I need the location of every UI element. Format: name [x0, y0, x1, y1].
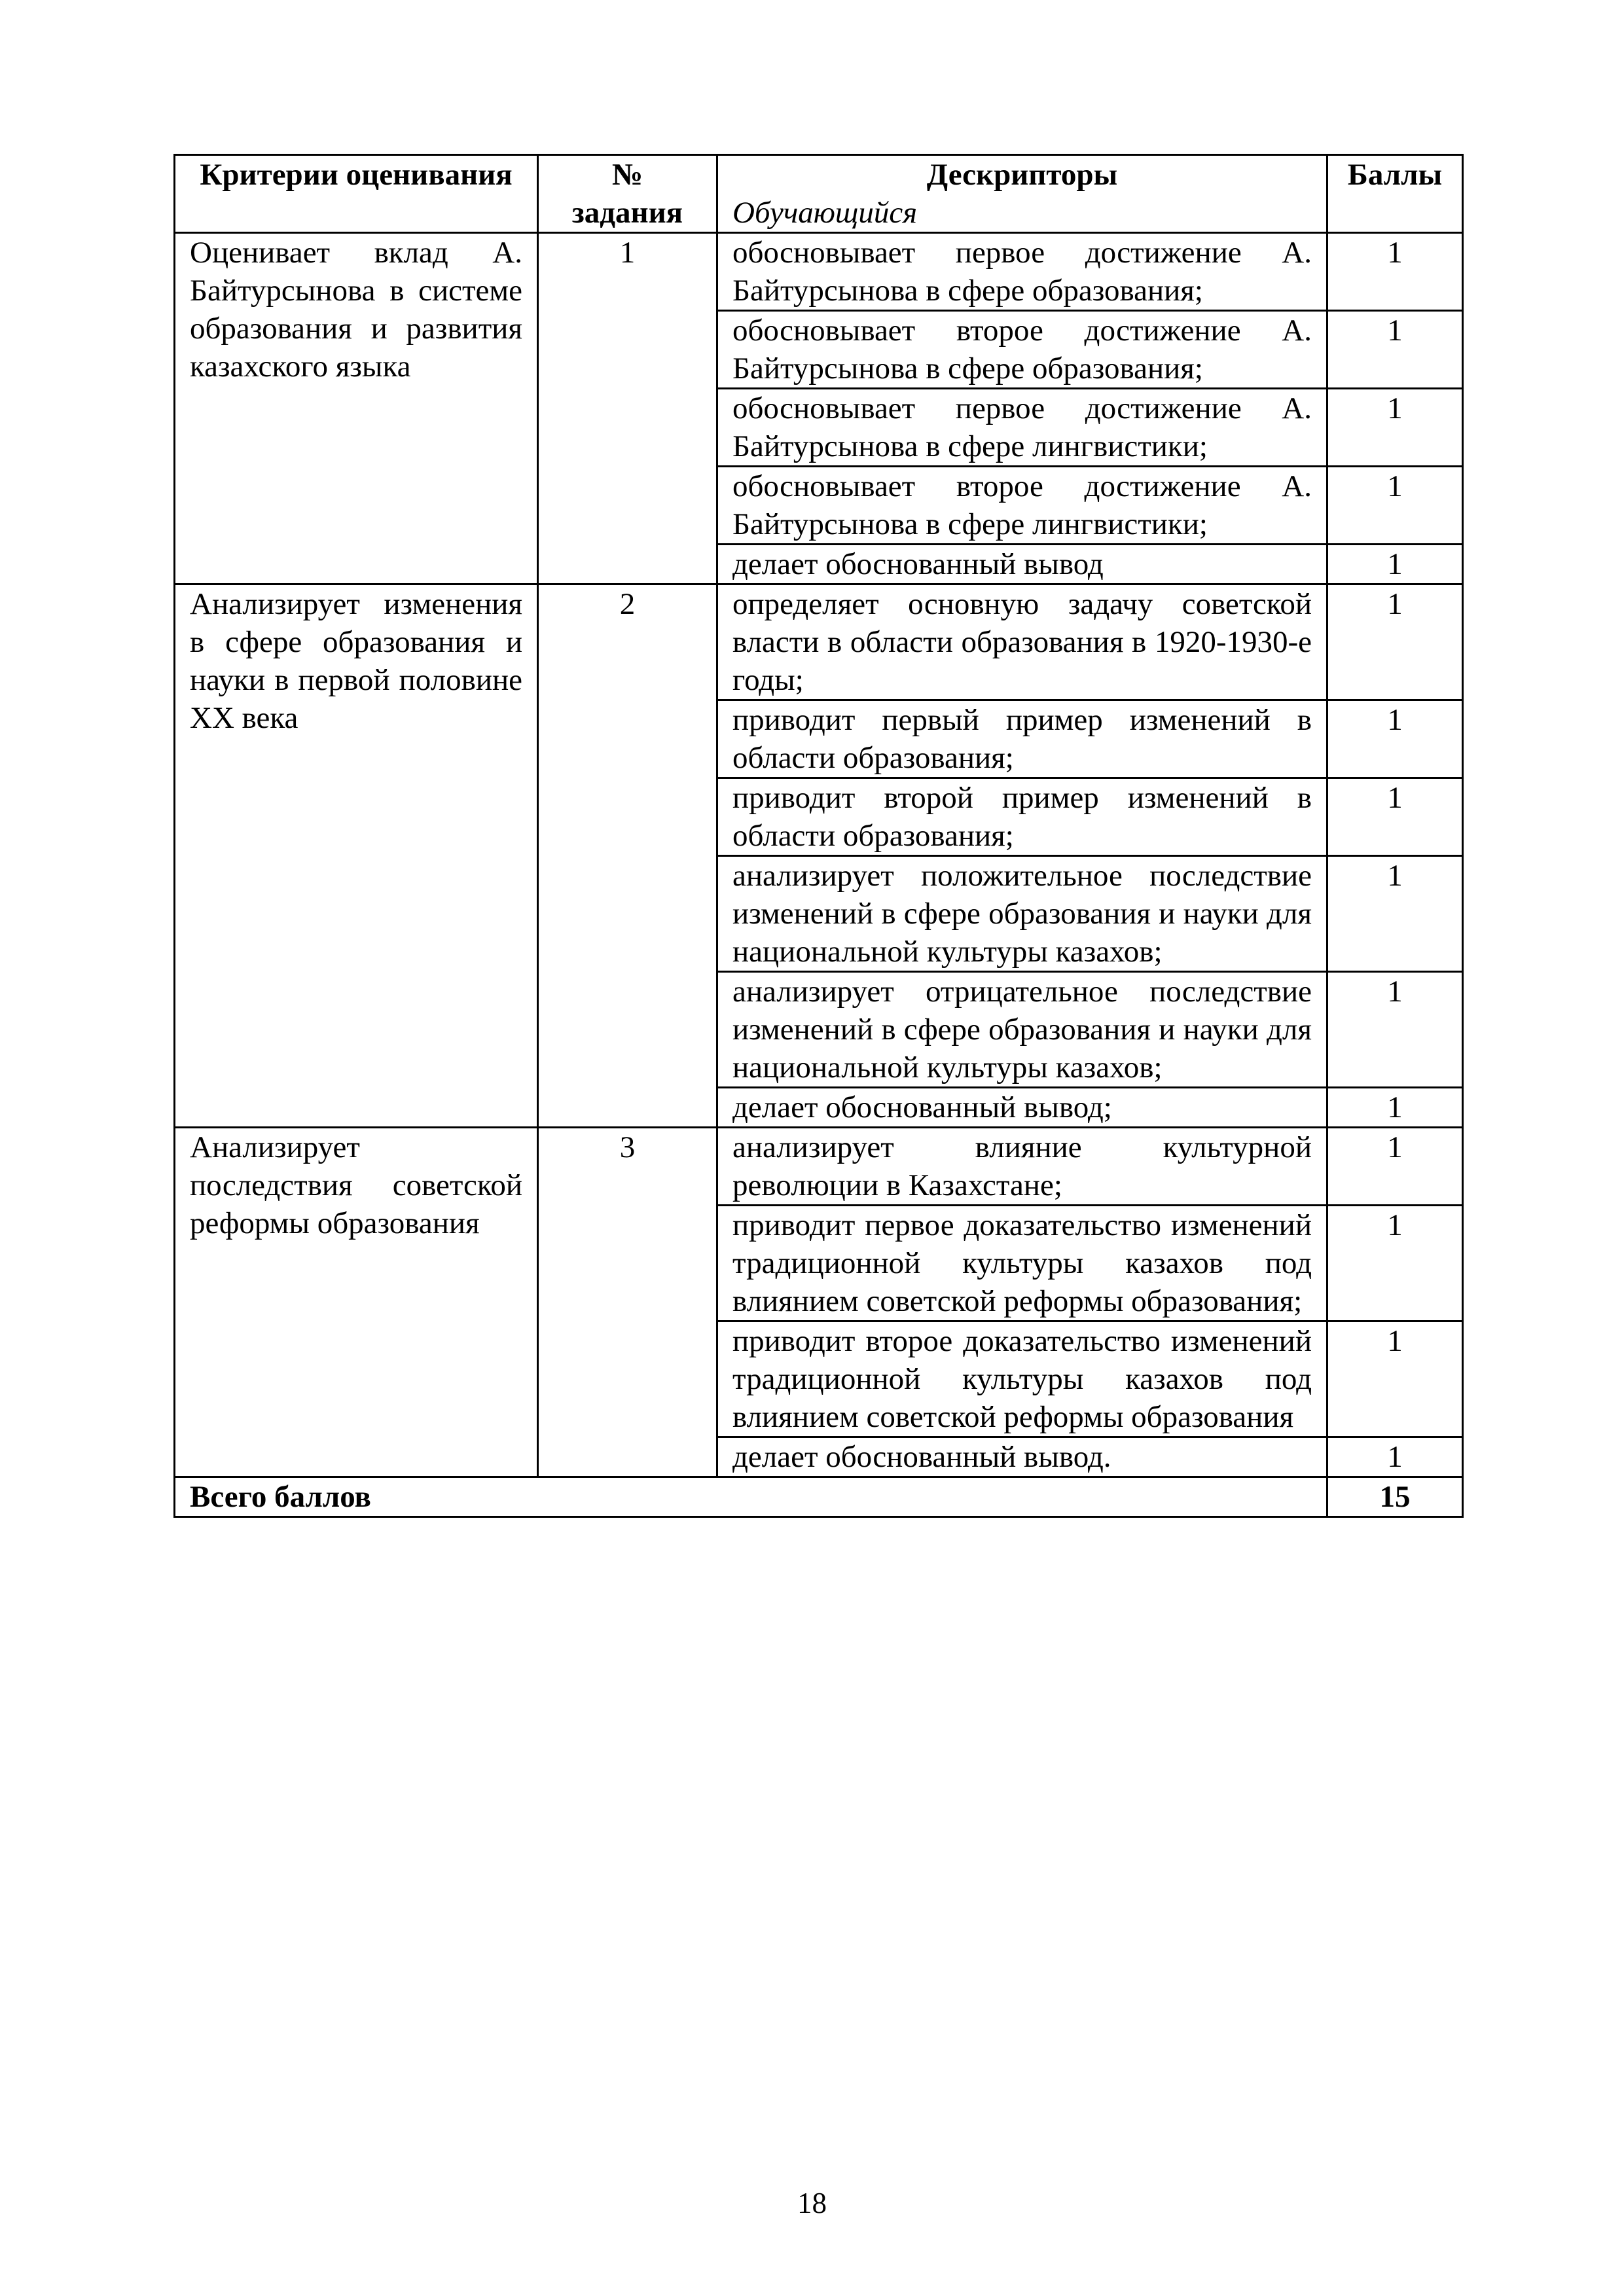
table-row: [175, 1128, 1463, 1206]
points-cell: 1: [1327, 389, 1463, 467]
descriptor-cell: делает обоснованный вывод;: [717, 1088, 1327, 1128]
criterion-cell: Анализирует изменения в сфере образования и науки в первой половине XX века: [175, 584, 538, 1128]
page-number: 18: [797, 2187, 827, 2219]
points-cell: 1: [1327, 1088, 1463, 1128]
descriptor-cell: анализирует отрицательное последствие изменений в сфере образования и науки для национальной культуры казахов;: [717, 972, 1327, 1088]
total-row: [175, 1477, 1463, 1517]
points-cell: 1: [1327, 778, 1463, 856]
total-points: 15: [1327, 1477, 1463, 1517]
descriptor-cell: делает обоснованный вывод.: [717, 1437, 1327, 1477]
assessment-rubric-table: [173, 154, 1464, 1518]
table-row: [175, 233, 1463, 311]
points-cell: 1: [1327, 545, 1463, 584]
points-cell: 1: [1327, 311, 1463, 389]
descriptor-cell: определяет основную задачу советской власти в области образования в 1920-1930-е годы;: [717, 584, 1327, 700]
descriptor-cell: приводит первое доказательство изменений традиционной культуры казахов под влиянием советской реформы образования;: [717, 1206, 1327, 1321]
header-criteria: Критерии оценивания: [175, 155, 538, 233]
criterion-cell: Оценивает вклад А. Байтурсынова в системе образования и развития казахского языка: [175, 233, 538, 584]
task-number-cell: 3: [538, 1128, 717, 1477]
descriptor-cell: обосновывает первое достижение А. Байтурсынова в сфере лингвистики;: [717, 389, 1327, 467]
descriptor-cell: обосновывает первое достижение А. Байтурсынова в сфере образования;: [717, 233, 1327, 311]
header-descriptors-title: Дескрипторы: [926, 158, 1118, 192]
descriptor-cell: анализирует влияние культурной революции в Казахстане;: [717, 1128, 1327, 1206]
task-number-cell: 1: [538, 233, 717, 584]
points-cell: 1: [1327, 700, 1463, 778]
header-task-number: № задания: [538, 155, 717, 233]
points-cell: 1: [1327, 584, 1463, 700]
descriptor-cell: приводит второй пример изменений в области образования;: [717, 778, 1327, 856]
task-number-cell: 2: [538, 584, 717, 1128]
points-cell: 1: [1327, 1206, 1463, 1321]
header-descriptors: [717, 155, 1327, 233]
table-row: [175, 584, 1463, 700]
header-descriptors-subtitle: Обучающийся: [732, 196, 918, 230]
total-label: Всего баллов: [175, 1477, 1327, 1517]
table-header-row: [175, 155, 1463, 233]
points-cell: 1: [1327, 1128, 1463, 1206]
header-points: Баллы: [1327, 155, 1463, 233]
points-cell: 1: [1327, 972, 1463, 1088]
descriptor-cell: приводит второе доказательство изменений традиционной культуры казахов под влиянием советской реформы образования: [717, 1321, 1327, 1437]
points-cell: 1: [1327, 856, 1463, 972]
descriptor-cell: обосновывает второе достижение А. Байтурсынова в сфере образования;: [717, 311, 1327, 389]
points-cell: 1: [1327, 1321, 1463, 1437]
descriptor-cell: делает обоснованный вывод: [717, 545, 1327, 584]
descriptor-cell: анализирует положительное последствие изменений в сфере образования и науки для национальной культуры казахов;: [717, 856, 1327, 972]
points-cell: 1: [1327, 467, 1463, 545]
points-cell: 1: [1327, 233, 1463, 311]
points-cell: 1: [1327, 1437, 1463, 1477]
criterion-cell: Анализирует последствия советской реформы образования: [175, 1128, 538, 1477]
descriptor-cell: приводит первый пример изменений в области образования;: [717, 700, 1327, 778]
descriptor-cell: обосновывает второе достижение А. Байтурсынова в сфере лингвистики;: [717, 467, 1327, 545]
